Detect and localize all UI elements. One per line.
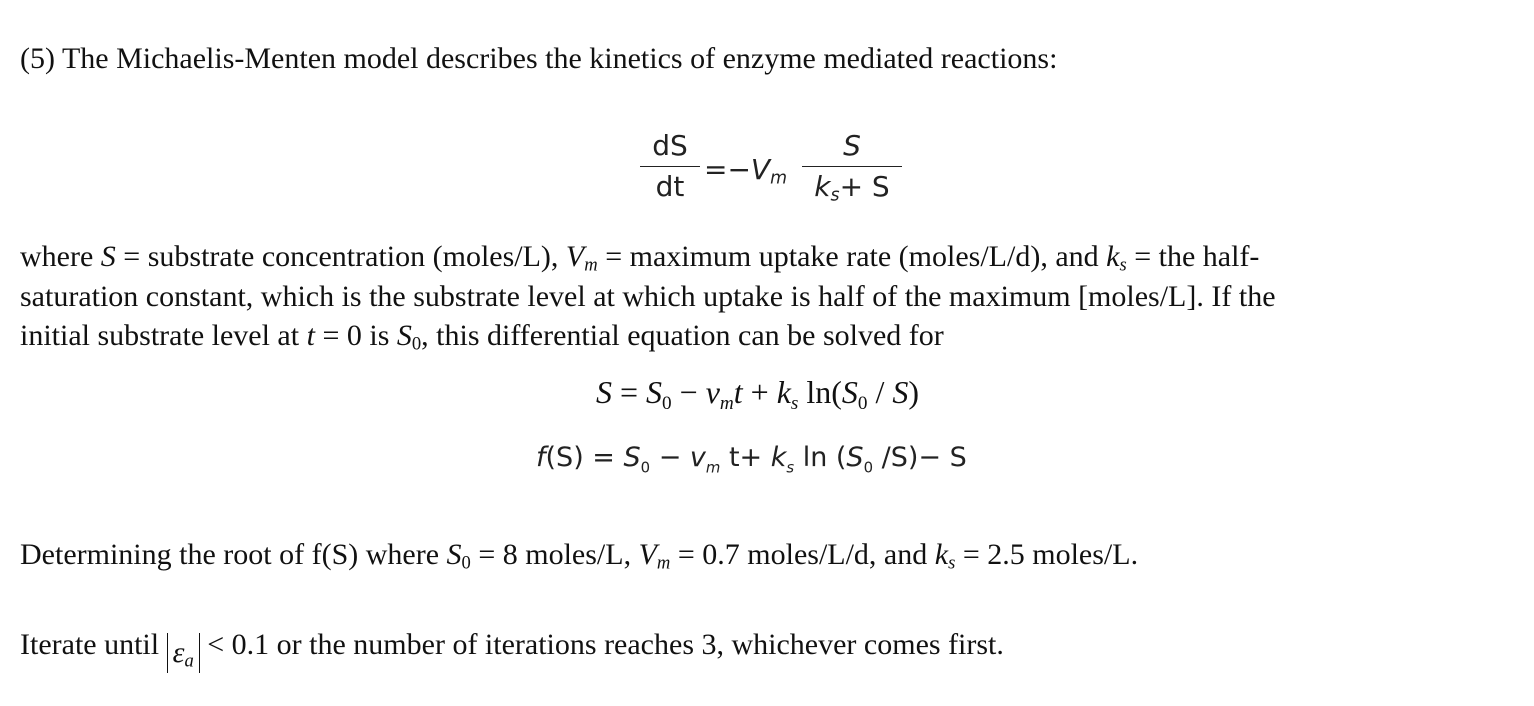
eq2-s0: S — [646, 374, 663, 410]
eq2-s0b-sub: 0 — [857, 392, 868, 414]
def-text-5: saturation constant, which is the substrate level at which uptake is half of the maximum [moles/L]. If the — [20, 280, 1276, 313]
intro-text: (5) The Michaelis-Menten model describes the kinetics of enzyme mediated reactions: — [20, 42, 1058, 75]
fraction-bar-2 — [802, 166, 902, 167]
ds-numerator: dS — [652, 129, 688, 162]
root-s0-sub: 0 — [461, 552, 471, 574]
solution-equation — [596, 374, 919, 415]
eq2-equals: = — [612, 374, 647, 410]
eq3-s0b-sub: 0 — [863, 458, 874, 477]
root-vm-sub: m — [656, 552, 671, 574]
iterate-threshold: < 0.1 — [199, 628, 270, 661]
iterate-text-2: or the number of iterations reaches 3, whichever comes first. — [269, 628, 1004, 661]
root-vm: V — [638, 538, 657, 571]
eq2-plus: + — [742, 374, 777, 410]
eq2-slash: / — [867, 374, 893, 410]
epsilon-subscript: a — [184, 650, 194, 672]
def-text-8: , this differential equation can be solved for — [421, 319, 944, 352]
root-s0: S — [446, 538, 462, 571]
eq3-s0b: S — [846, 442, 864, 473]
fraction-bar — [640, 166, 700, 167]
vm-sub-def: m — [584, 254, 598, 276]
root-determination-line — [20, 536, 1138, 583]
root-text-3: = 0.7 moles/L/d, and — [670, 538, 935, 571]
eq2-v-sub: m — [719, 392, 734, 414]
s0-sub: 0 — [411, 333, 422, 355]
iterate-text-1: Iterate until — [20, 628, 167, 661]
def-text-6: initial substrate level at — [20, 319, 307, 352]
s-symbol: S — [100, 240, 116, 273]
ks-symbol-def: k — [1106, 240, 1120, 273]
vm-subscript: m — [770, 168, 787, 189]
iterate-line — [20, 626, 1004, 673]
vm-symbol: V — [750, 153, 771, 186]
eq2-minus: − — [671, 374, 706, 410]
eq2-s: S — [596, 374, 612, 410]
eq3-k: k — [770, 442, 787, 473]
eq2-s2: S — [892, 374, 909, 410]
k-symbol: k — [814, 170, 831, 203]
eq3-s0: S — [623, 442, 641, 473]
eq3-v: v — [689, 442, 706, 473]
epsilon-symbol: ε — [172, 636, 185, 669]
root-text-1: Determining the root of f(S) where — [20, 538, 447, 571]
root-ks: k — [934, 538, 949, 571]
definitions-line-3 — [20, 317, 944, 364]
eq2-ln: ln( — [798, 374, 842, 410]
eq3-ln: ln ( — [794, 442, 847, 473]
def-text-1: where — [20, 240, 101, 273]
problem-intro — [20, 40, 1057, 78]
eq3-t: t+ — [720, 442, 771, 473]
eq3-f: f — [536, 442, 546, 473]
eq2-v: v — [705, 374, 720, 410]
absolute-error — [167, 633, 200, 673]
equals-minus-vm — [704, 153, 787, 188]
k-subscript: s — [830, 185, 840, 206]
eq2-s0-sub: 0 — [662, 392, 672, 414]
eq2-t: t — [733, 374, 743, 410]
ks-sub-def: s — [1119, 254, 1127, 276]
eq3-tail: /S)− S — [873, 442, 967, 473]
ks-plus-s-denominator — [802, 169, 902, 213]
def-text-4: = the half- — [1126, 240, 1260, 273]
eq3-s0-sub: 0 — [640, 458, 651, 477]
dt-denominator: dt — [655, 170, 685, 203]
eq2-k-sub: s — [790, 392, 799, 414]
equals-minus: =− — [704, 153, 751, 186]
f-of-s-equation — [536, 442, 967, 477]
eq3-minus: − — [650, 442, 690, 473]
s-numerator: S — [843, 129, 861, 162]
plus-s: + S — [839, 170, 890, 203]
vm-symbol-def: V — [565, 240, 585, 273]
root-ks-sub: s — [948, 552, 956, 574]
s-over-ks-plus-s — [802, 128, 902, 213]
eq2-close: ) — [908, 374, 920, 410]
root-text-4: = 2.5 moles/L. — [955, 538, 1139, 571]
eq3-arg: (S) = — [545, 442, 624, 473]
eq3-k-sub: s — [786, 458, 795, 477]
eq3-v-sub: m — [705, 458, 721, 477]
ds-dt-fraction — [640, 128, 700, 205]
def-text-3: = maximum uptake rate (moles/L/d), and — [597, 240, 1107, 273]
eq2-k: k — [776, 374, 791, 410]
eq2-s0b: S — [841, 374, 858, 410]
root-text-2: = 8 moles/L, — [470, 538, 639, 571]
t-symbol: t — [306, 319, 315, 352]
definitions-line-2 — [20, 278, 1276, 316]
def-text-2: = substrate concentration (moles/L), — [115, 240, 566, 273]
def-text-7: = 0 is — [314, 319, 397, 352]
s0-symbol: S — [396, 319, 412, 352]
